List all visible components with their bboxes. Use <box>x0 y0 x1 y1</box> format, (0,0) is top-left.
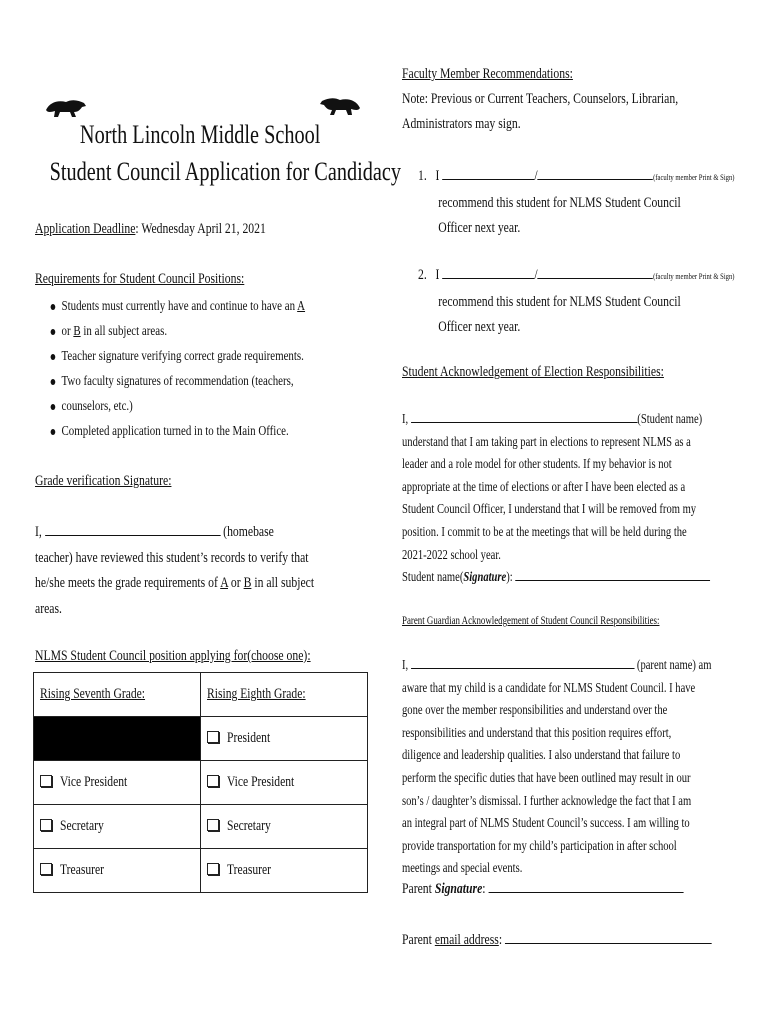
parent-ack-heading: Parent Guardian Acknowledgement of Student Council Responsibilities: <box>402 613 660 627</box>
checkbox-icon[interactable] <box>207 819 219 831</box>
parent-name-line[interactable] <box>411 668 634 669</box>
panther-mascot-icon <box>44 96 88 118</box>
school-name: North Lincoln Middle School <box>79 120 321 149</box>
application-deadline <box>35 221 266 238</box>
list-item: or B in all subject areas. <box>35 319 378 344</box>
positions-table <box>33 672 368 893</box>
homebase-teacher-signature-line[interactable] <box>45 535 221 536</box>
list-item: Students must currently have and continue to have an A <box>35 294 378 319</box>
faculty-sign-line[interactable] <box>538 278 653 279</box>
faculty-sign-line[interactable] <box>538 179 653 180</box>
grade-verification-text: I, (homebase teacher) have reviewed this student’s records to verify that he/she meets the grade requirements of A or B in all subject areas. <box>35 524 315 617</box>
parent-email-row: Parent email address: <box>402 932 712 949</box>
blocked-cell <box>34 717 201 761</box>
faculty-section: Faculty Member Recommendations: Note: Previous or Current Teachers, Counselors, Librarian, Administrators may sign. <box>402 62 753 137</box>
col-header-rising-seventh: Rising Seventh Grade: <box>34 673 201 717</box>
list-item: counselors, etc.) <box>35 394 378 419</box>
option-8th-president[interactable]: President <box>201 717 368 761</box>
checkbox-icon[interactable] <box>207 863 219 875</box>
student-ack-text: I, (Student name) understand that I am taking part in elections to represent NLMS as a leader and a role model for other students. If my behavior is not appropriate at the time of elections or after I have been elected as a Student Council Officer, I understand that I will be removed from my position. I commit to be at the meetings that will be held during the 2021-2022 school year. Student name(Signature): <box>402 409 734 590</box>
col-header-rising-eighth: Rising Eighth Grade: <box>201 673 368 717</box>
faculty-print-line[interactable] <box>442 278 534 279</box>
student-signature-line[interactable] <box>515 580 710 581</box>
checkbox-icon[interactable] <box>40 819 52 831</box>
parent-signature-line[interactable] <box>488 892 683 893</box>
deadline-label: Application Deadline <box>35 221 136 237</box>
parent-email-line[interactable] <box>505 943 712 944</box>
table-row <box>34 761 368 805</box>
parent-ack-text: I, (parent name) am aware that my child is a candidate for NLMS Student Council. I have gone over the member responsibilities and understand over the responsibilities and understand that this position requires effort, diligence and leadership qualities. I also understand that failure to perform the specific duties that have been outlined may result in our son’s / daughter’s dismissal. I further acknowledge the fact that I am an integral part of NLMS Student Council’s success. I am willing to provide transportation for my child’s participation in after school meetings and special events. <box>402 658 712 877</box>
table-row <box>34 805 368 849</box>
panther-mascot-icon <box>318 94 362 116</box>
list-item: Teacher signature verifying correct grade requirements. <box>35 344 378 369</box>
option-8th-vice-president[interactable]: Vice President <box>201 761 368 805</box>
requirements-heading: Requirements for Student Council Positions: <box>35 271 245 287</box>
grade-verification-heading: Grade verification Signature: <box>35 473 172 489</box>
checkbox-icon[interactable] <box>207 731 219 743</box>
recommendation-1: 1. I / (faculty member Print & Sign) recommend this student for NLMS Student Council Officer next year. <box>418 168 735 236</box>
table-row <box>34 849 368 893</box>
option-7th-treasurer[interactable]: Treasurer <box>34 849 201 893</box>
option-8th-treasurer[interactable]: Treasurer <box>201 849 368 893</box>
list-item: Two faculty signatures of recommendation (teachers, <box>35 369 378 394</box>
checkbox-icon[interactable] <box>40 775 52 787</box>
table-row <box>34 673 368 717</box>
checkbox-icon[interactable] <box>40 863 52 875</box>
requirements-list <box>35 294 378 444</box>
option-7th-vice-president[interactable]: Vice President <box>34 761 201 805</box>
faculty-print-line[interactable] <box>442 179 534 180</box>
positions-heading: NLMS Student Council position applying for(choose one): <box>35 648 311 664</box>
list-item: Completed application turned in to the Main Office. <box>35 419 378 444</box>
option-7th-secretary[interactable]: Secretary <box>34 805 201 849</box>
table-row <box>34 717 368 761</box>
student-ack-heading: Student Acknowledgement of Election Responsibilities: <box>402 364 664 380</box>
application-title: Student Council Application for Candidacy <box>49 157 402 186</box>
checkbox-icon[interactable] <box>207 775 219 787</box>
option-8th-secretary[interactable]: Secretary <box>201 805 368 849</box>
faculty-heading: Faculty Member Recommendations: <box>402 66 573 82</box>
deadline-value: : Wednesday April 21, 2021 <box>135 221 266 237</box>
parent-signature-row: Parent Signature: <box>402 881 683 898</box>
recommendation-2: 2. I / (faculty member Print & Sign) recommend this student for NLMS Student Council Officer next year. <box>418 267 735 335</box>
student-name-line[interactable] <box>411 422 638 423</box>
